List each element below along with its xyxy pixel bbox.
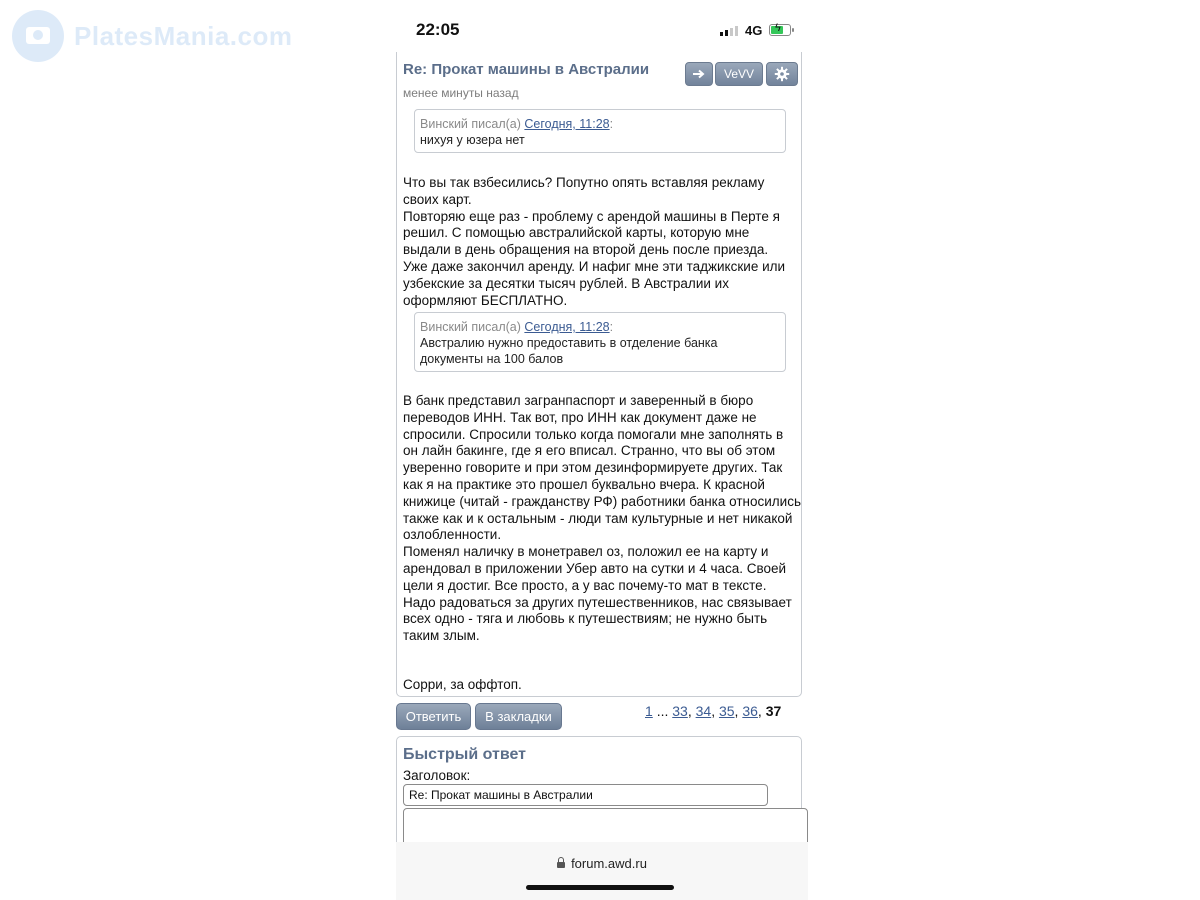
lock-icon: [557, 862, 565, 868]
watermark-text: PlatesMania.com: [74, 20, 293, 51]
status-time: 22:05: [416, 20, 460, 39]
quote-block: [414, 109, 786, 153]
forum-post: [396, 52, 802, 697]
gear-icon: [774, 66, 790, 82]
page-link-36[interactable]: 36: [742, 703, 758, 719]
post-time: менее минуты назад: [403, 86, 519, 100]
battery-icon: ϟ: [769, 24, 791, 36]
settings-button[interactable]: [766, 62, 798, 86]
post-text-footer: Сорри, за оффтоп.: [403, 677, 522, 692]
user-button[interactable]: VeVV: [715, 62, 763, 86]
post-text: Что вы так взбесились? Попутно опять вставляя рекламу своих карт. Повторяю еще раз - проблему с арендой машины в Перте я решил. С помощью австралийской карты, которую мне выдали в день обращения на второй день после приезда. Уже даже закончил аренду. И нафиг мне эти таджикские или узбекские за десятки тысяч рублей. В Австралии их оформляют БЕСПЛАТНО.: [403, 175, 786, 308]
quote-date-link[interactable]: Сегодня, 11:28: [524, 320, 610, 334]
page-viewport[interactable]: [396, 52, 808, 842]
arrow-right-icon: [692, 69, 706, 79]
page-link-35[interactable]: 35: [718, 703, 735, 719]
signal-icon: [720, 26, 738, 36]
pagination: 1 ... 33, 34, 35, 36, 37: [645, 703, 782, 719]
url-text: forum.awd.ru: [571, 856, 647, 871]
bookmark-button[interactable]: В закладки: [475, 703, 562, 730]
quick-reply-panel: [396, 736, 802, 842]
page-link-33[interactable]: 33: [672, 703, 688, 719]
address-bar[interactable]: [396, 856, 808, 871]
quote-text: нихуя у юзера нет: [420, 133, 525, 147]
quote-block: [414, 312, 786, 372]
quote-date-link[interactable]: Сегодня, 11:28: [524, 117, 610, 131]
status-bar: [396, 18, 804, 44]
post-title[interactable]: Re: Прокат машины в Австралии: [403, 61, 650, 78]
quote-header: Винский писал(а) Сегодня, 11:28:: [420, 117, 614, 131]
quick-reply-title: Быстрый ответ: [403, 746, 526, 763]
quote-author: Винский писал(а): [420, 117, 521, 131]
watermark: [12, 10, 292, 62]
current-page: 37: [765, 703, 782, 719]
page-ellipsis: ...: [656, 703, 669, 719]
browser-bottom-bar: [396, 842, 808, 900]
page-link-1[interactable]: 1: [645, 703, 653, 719]
network-type: 4G: [745, 23, 763, 38]
forward-button[interactable]: [685, 62, 713, 86]
quote-author: Винский писал(а): [420, 320, 521, 334]
home-indicator[interactable]: [526, 885, 674, 890]
page-link-34[interactable]: 34: [695, 703, 712, 719]
subject-input[interactable]: Re: Прокат машины в Австралии: [403, 784, 768, 806]
message-textarea[interactable]: [403, 808, 808, 842]
camera-icon: [12, 10, 64, 62]
quote-text: Австралию нужно предоставить в отделение банка документы на 100 балов: [420, 336, 718, 366]
quote-header: Винский писал(а) Сегодня, 11:28:: [420, 320, 614, 334]
subject-label: Заголовок:: [403, 768, 471, 783]
post-text: В банк представил загранпаспорт и заверенный в бюро переводов ИНН. Так вот, про ИНН как документ даже не спросили. Спросили только когда помогали мне заполнять в он лайн бакинге, где я его вписал. Странно, что вы об этом уверенно говорите и при этом дезинформируете других. Так как я на практике это прошел буквально вчера. К красной книжице (читай - гражданству РФ) работники банка относились также как и к остальным - люди там культурные и нет никакой озлобленности. Поменял наличку в монетравел оз, положил ее на карту и арендовал в приложении Убер авто на сутки и 4 часа. Своей цели я достиг. Все просто, а у вас почему-то мат в тексте. Надо радоваться за других путешественников, нас связывает всех одно - тяга и любовь к путешествиям; не нужно быть таким злым.: [403, 393, 801, 644]
reply-button[interactable]: Ответить: [396, 703, 471, 730]
